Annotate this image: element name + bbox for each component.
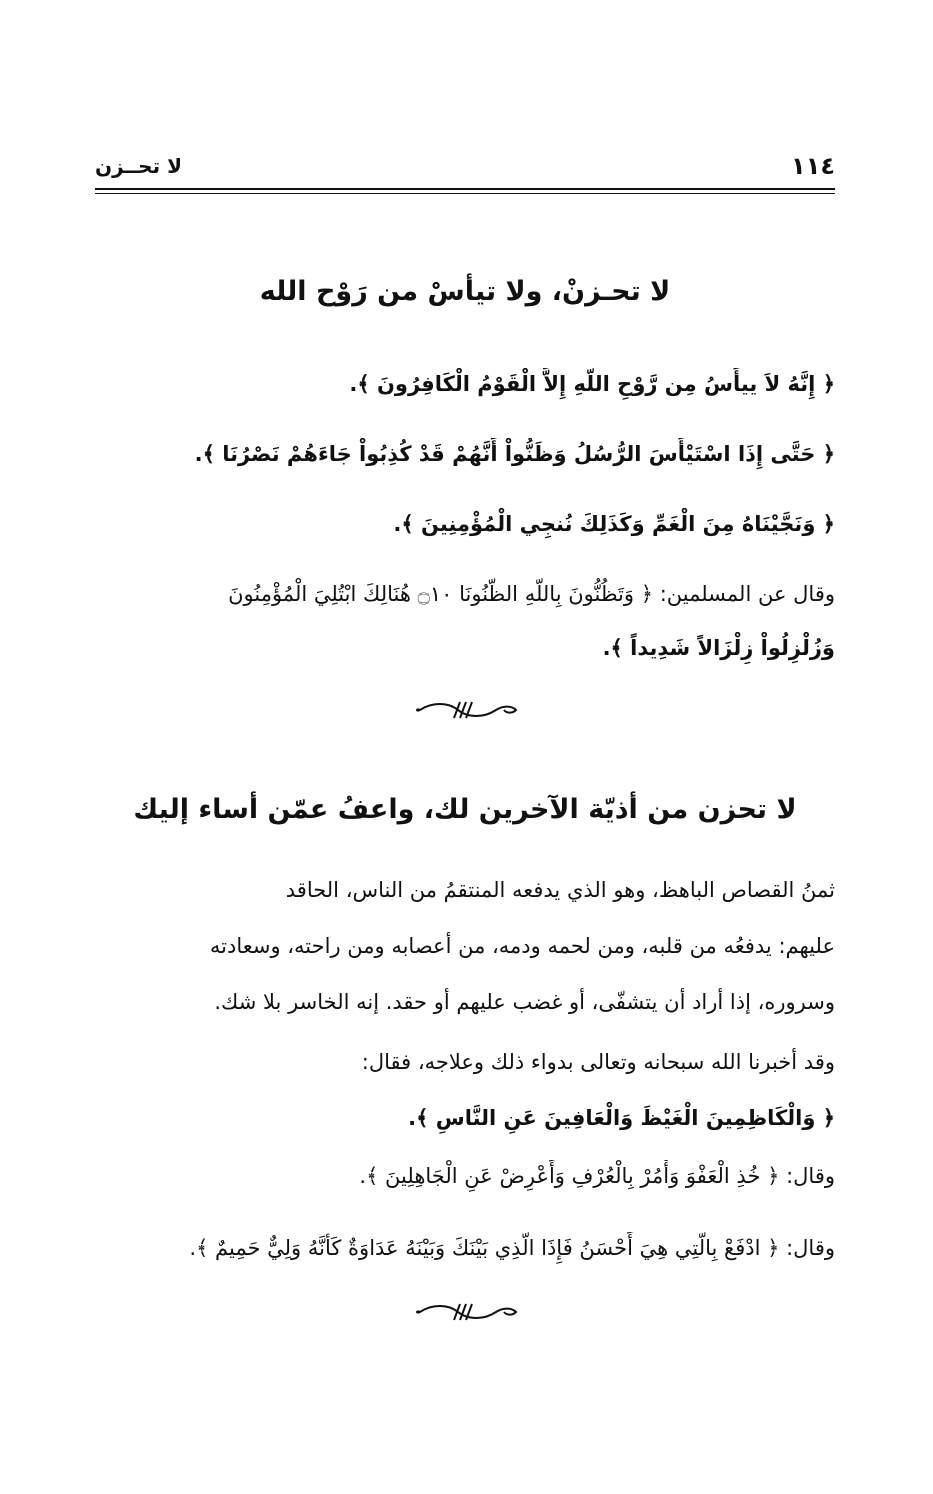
section-2-paragraph-1 [95, 862, 835, 1030]
paragraph-line: ﴿ وَالْكَاظِمِينَ الْغَيْظَ وَالْعَافِينَ عَنِ النَّاسِ ﴾. [408, 1106, 835, 1130]
section-2 [95, 790, 835, 830]
paragraph-line: ثمنُ القصاص الباهظ، وهو الذي يدفعه المنتقمُ من الناس، الحاقد [285, 878, 835, 902]
header-rule-thin [95, 193, 835, 194]
section-1-title: لا تحـزنْ، ولا تيأسْ من رَوْح الله [259, 276, 671, 307]
verse-line: ﴿ حَتَّى إِذَا اسْتَيْأَسَ الرُّسُلُ وَظَنُّواْ أَنَّهُمْ قَدْ كُذِبُواْ جَاءَهُمْ نَصْرُنَا ﴾. [194, 442, 835, 466]
section-1-verse-2 [95, 438, 835, 470]
section-2-paragraph-4 [95, 1232, 835, 1264]
section-1-paragraph [95, 578, 835, 610]
page-header [95, 152, 835, 192]
paragraph-line: عليهم: يدفعُه من قلبه، ومن لحمه ودمه، من أعصابه ومن راحته، وسعادته [209, 934, 835, 958]
paragraph-line: وقال: ﴿ ادْفَعْ بِالَّتِي هِيَ أَحْسَنُ فَإِذَا الَّذِي بَيْنَكَ وَبَيْنَهُ عَدَاوَةٌ كَأَنَّهُ وَلِيٌّ حَمِيمٌ ﴾. [189, 1236, 835, 1260]
paragraph-line: وَزُلْزِلُواْ زِلْزَالاً شَدِيداً ﴾. [602, 636, 835, 660]
running-title: لا تحــزن [95, 154, 182, 178]
section-2-title: لا تحزن من أذيّة الآخرين لك، واعفُ عمّن أساء إليك [133, 794, 797, 825]
ornament-divider-icon [0, 1300, 933, 1324]
paragraph-line: وقد أخبرنا الله سبحانه وتعالى بدواء ذلك وعلاجه، فقال: [361, 1050, 835, 1074]
verse-line: ﴿ وَنَجَّيْنَاهُ مِنَ الْغَمِّ وَكَذَلِكَ نُنجِي الْمُؤْمِنِينَ ﴾. [393, 512, 835, 536]
section-1-verse-3 [95, 508, 835, 540]
section-2-paragraph-2 [95, 1034, 835, 1146]
section-1-paragraph-cont [95, 632, 835, 664]
section-2-paragraph-3 [95, 1160, 835, 1192]
header-rule [95, 188, 835, 190]
page-number: ١١٤ [791, 152, 835, 180]
paragraph-line: وقال عن المسلمين: ﴿ وَتَظُنُّونَ بِاللَّهِ الظُّنُونَا ۝١٠ هُنَالِكَ ابْتُلِيَ الْمُؤْمِنُونَ [228, 582, 835, 606]
ornament-divider-icon [0, 698, 933, 722]
section-1-verse-1 [95, 368, 835, 400]
paragraph-line: وسروره، إذا أراد أن يتشفّى، أو غضب عليهم أو حقد. إنه الخاسر بلا شك. [214, 990, 835, 1014]
verse-line: ﴿ إِنَّهُ لاَ ييأَسُ مِن رَّوْحِ اللَّهِ إِلاَّ الْقَوْمُ الْكَافِرُونَ ﴾. [349, 372, 835, 396]
paragraph-line: وقال: ﴿ خُذِ الْعَفْوَ وَأْمُرْ بِالْعُرْفِ وَأَعْرِضْ عَنِ الْجَاهِلِينَ ﴾. [359, 1164, 835, 1188]
section-1 [95, 272, 835, 312]
